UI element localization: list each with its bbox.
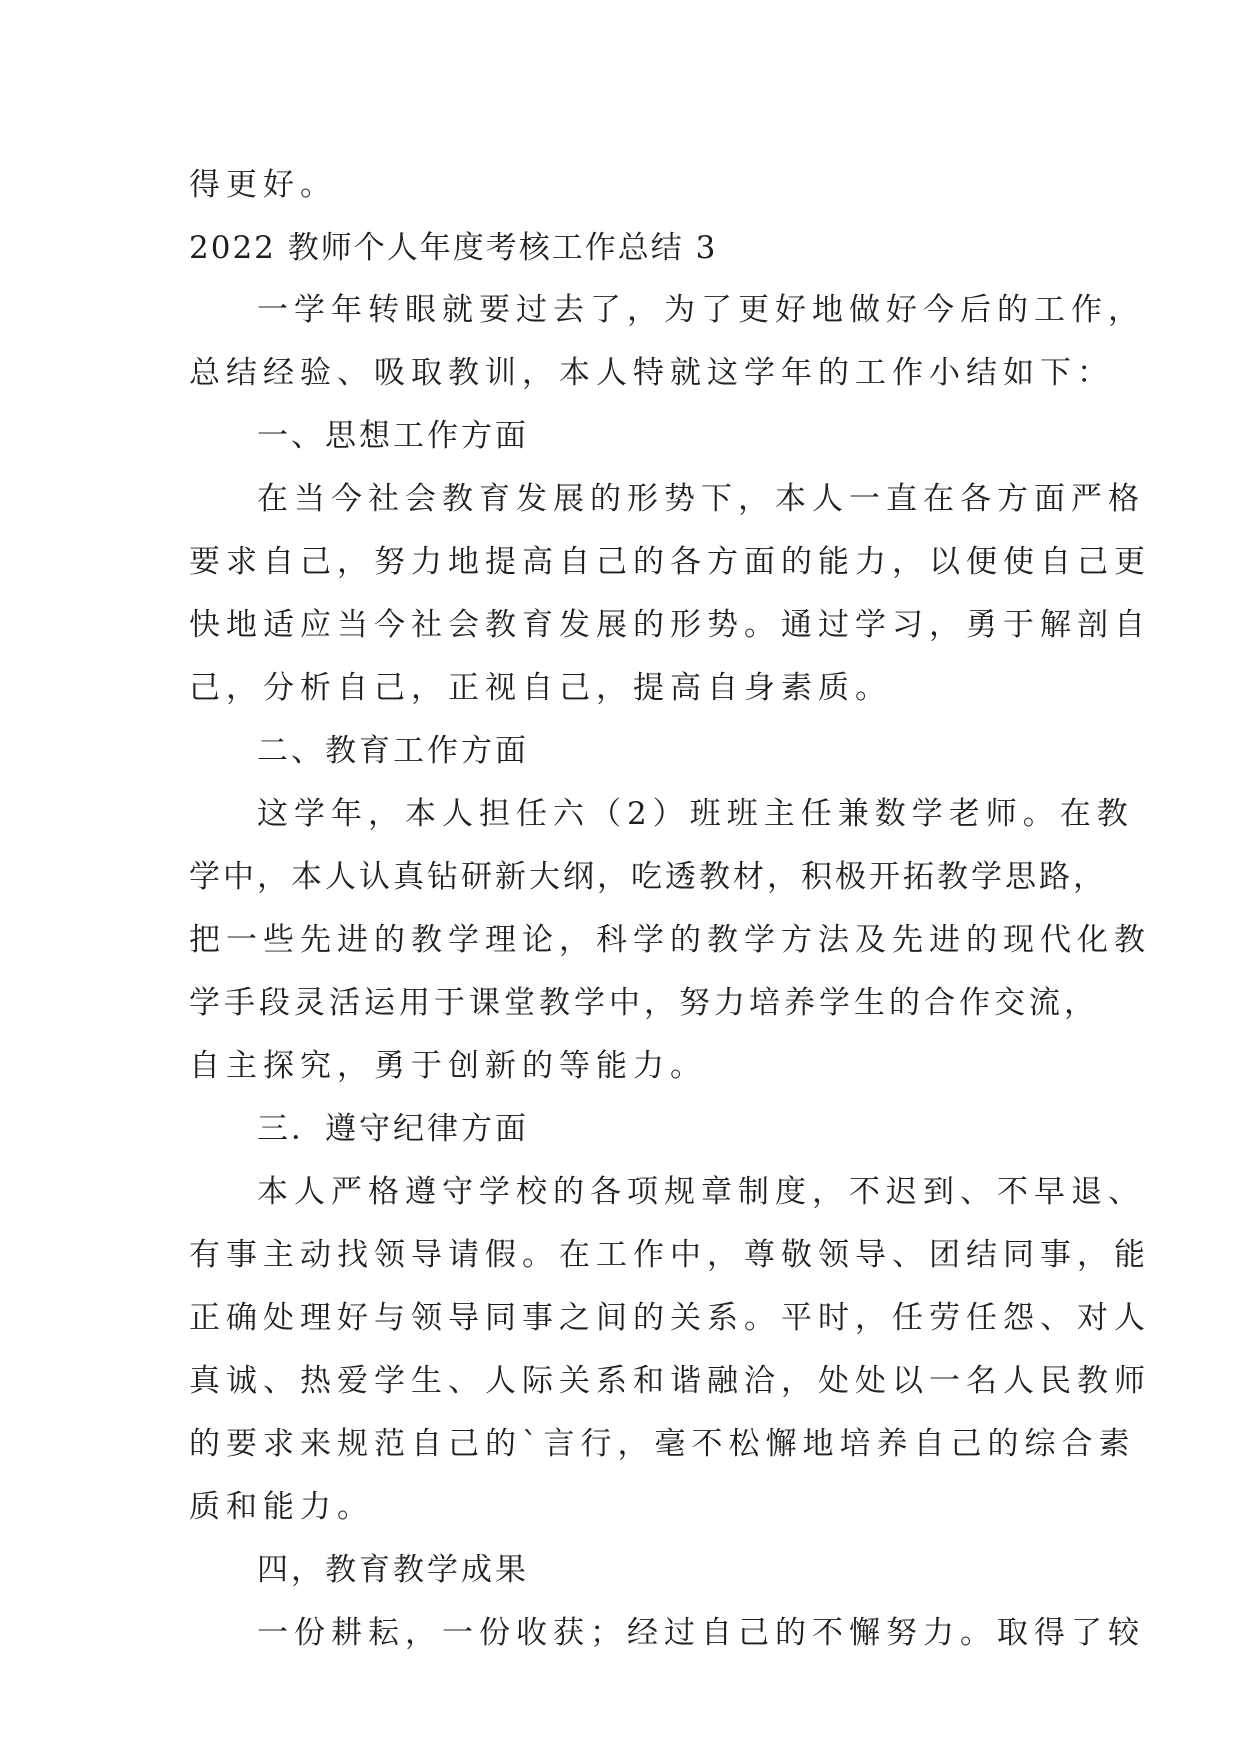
text-line-continuation: 得更好。 xyxy=(189,167,337,203)
subsection-heading: 三．遵守纪律方面 xyxy=(257,1111,529,1147)
paragraph-line: 自主探究，勇于创新的等能力。 xyxy=(189,1048,707,1084)
subsection-heading: 一、思想工作方面 xyxy=(257,418,529,454)
paragraph-line: 正确处理好与领导同事之间的关系。平时，任劳任怨、对人 xyxy=(189,1300,1151,1336)
paragraph-line: 真诚、热爱学生、人际关系和谐融洽，处处以一名人民教师 xyxy=(189,1363,1151,1399)
paragraph-line: 一学年转眼就要过去了，为了更好地做好今后的工作， xyxy=(257,292,1145,328)
paragraph-line: 质和能力。 xyxy=(189,1489,374,1525)
paragraph-line: 总结经验、吸取教训，本人特就这学年的工作小结如下： xyxy=(189,355,1114,391)
paragraph-line: 学中，本人认真钻研新大纲，吃透教材，积极开拓教学思路， xyxy=(189,859,1107,895)
paragraph-line: 一份耕耘，一份收获；经过自己的不懈努力。取得了较 xyxy=(257,1615,1145,1651)
paragraph-line: 有事主动找领导请假。在工作中，尊敬领导、团结同事，能 xyxy=(189,1237,1151,1273)
paragraph-line: 要求自己，努力地提高自己的各方面的能力，以便使自己更 xyxy=(189,544,1151,580)
paragraph-line: 在当今社会教育发展的形势下，本人一直在各方面严格 xyxy=(257,481,1145,517)
paragraph-line: 把一些先进的教学理论，科学的教学方法及先进的现代化教 xyxy=(189,922,1151,958)
paragraph-line: 这学年，本人担任六（2）班班主任兼数学老师。在教 xyxy=(257,796,1134,832)
subsection-heading: 二、教育工作方面 xyxy=(257,733,529,769)
paragraph-line: 的要求来规范自己的`言行，毫不松懈地培养自己的综合素 xyxy=(189,1426,1136,1462)
paragraph-line: 学手段灵活运用于课堂教学中，努力培养学生的合作交流， xyxy=(189,985,1099,1021)
paragraph-line: 己，分析自己，正视自己，提高自身素质。 xyxy=(189,670,892,706)
subsection-heading: 四，教育教学成果 xyxy=(257,1552,529,1588)
paragraph-line: 本人严格遵守学校的各项规章制度，不迟到、不早退、 xyxy=(257,1174,1145,1210)
section-title: 2022 教师个人年度考核工作总结 3 xyxy=(189,230,718,266)
paragraph-line: 快地适应当今社会教育发展的形势。通过学习，勇于解剖自 xyxy=(189,607,1151,643)
